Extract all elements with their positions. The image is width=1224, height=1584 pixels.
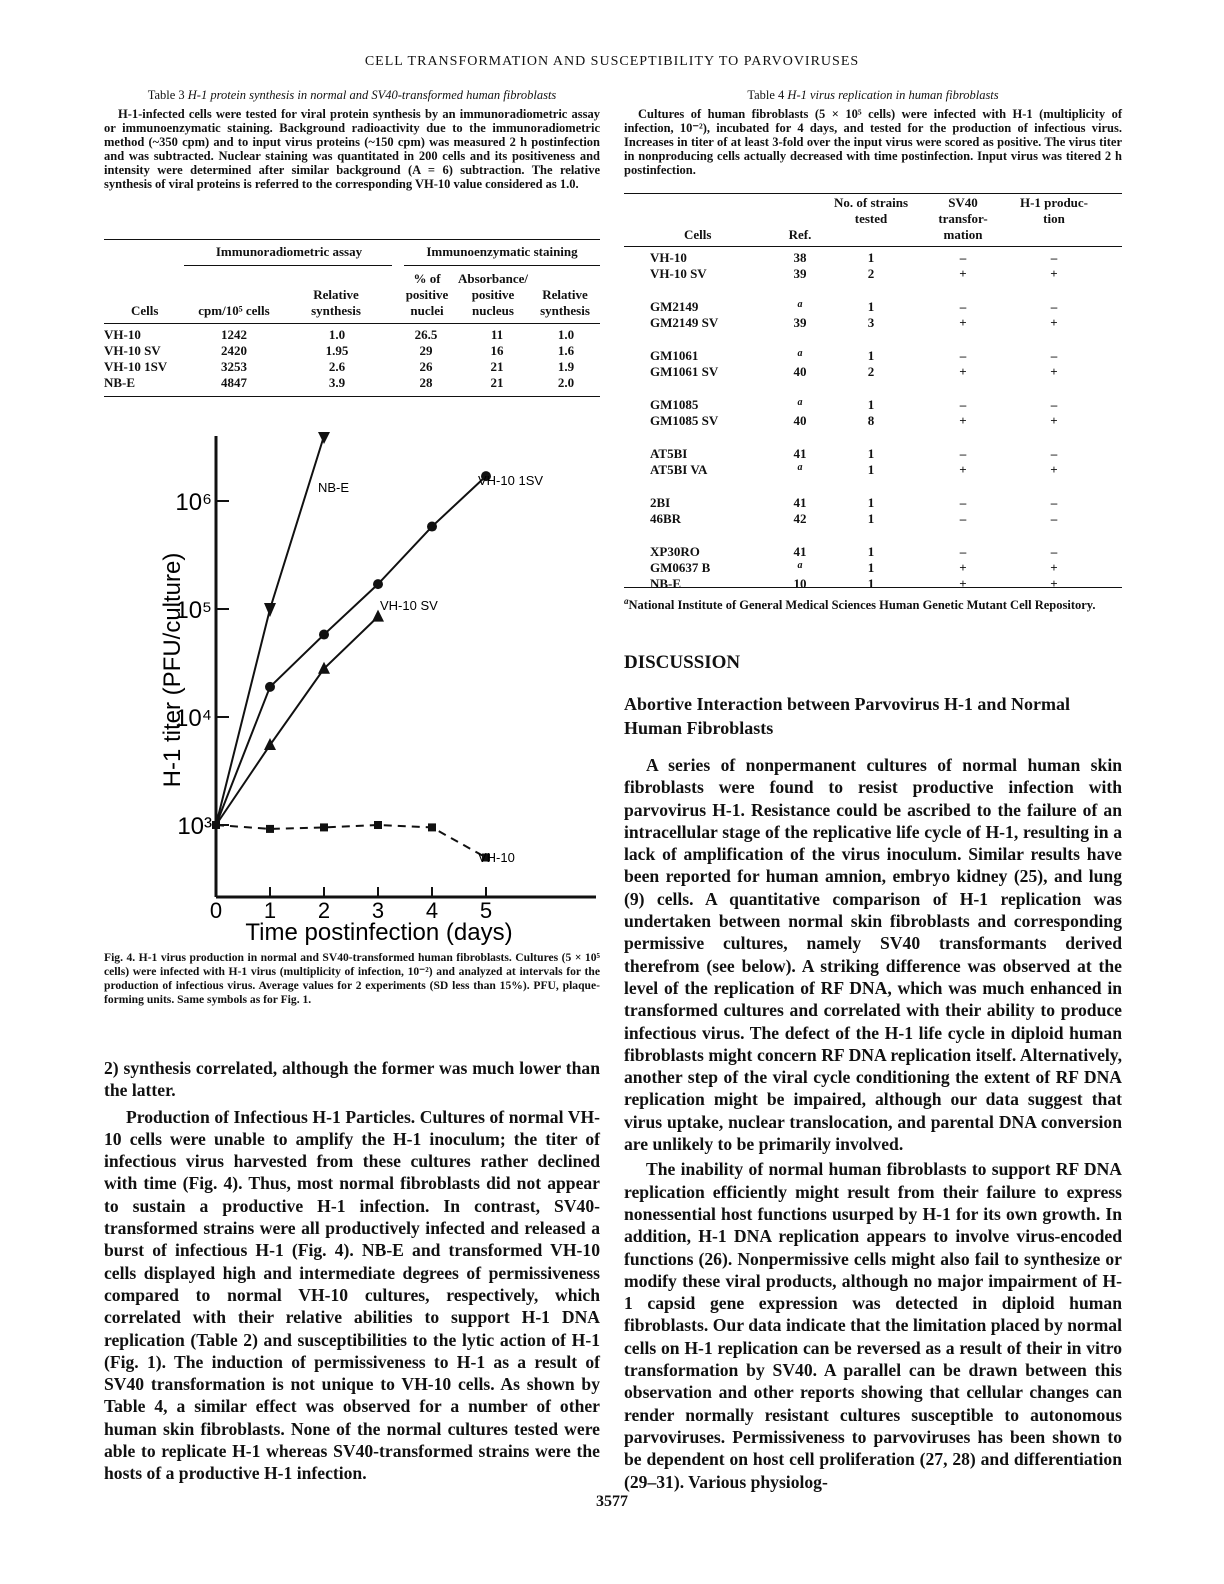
- table3-cell: VH-10 SV: [104, 343, 161, 358]
- series-label-vh10sv: VH-10 SV: [380, 598, 438, 613]
- data-point: [318, 432, 330, 444]
- x-tick-label: 1: [263, 898, 277, 923]
- table3-cell: VH-10: [104, 327, 141, 342]
- table3-cell: 1242: [221, 327, 247, 342]
- table4-cell-name: XP30RO: [650, 544, 700, 559]
- y-tick-label: 10⁴: [174, 705, 212, 732]
- table3-cell: 21: [490, 375, 504, 390]
- table4-cell: +: [959, 462, 967, 477]
- table4-cell: a: [797, 299, 803, 310]
- table4-cell: +: [1050, 364, 1058, 379]
- page-number: 3577: [596, 1493, 628, 1510]
- table4-cell: +: [1050, 560, 1058, 575]
- table4-title: [624, 88, 1122, 103]
- x-tick-label: 5: [479, 898, 493, 923]
- table4-cell: 1: [867, 299, 875, 314]
- table3-cell: 26.5: [414, 327, 438, 342]
- data-point: [319, 630, 329, 640]
- table4-caption: Cultures of human fibroblasts (5 × 10⁵ cells) were infected with H-1 (multiplicity of infection, 10⁻²), incubated for 4 days, and tested for the production of infectious virus. Increases in titer of at least 3-fold over the input virus were scored as positive. The virus titer in nonproducing cells actually decreased with time postinfection. Input virus was titered 2 h postinfection.: [624, 107, 1122, 177]
- table4-cell: 42: [793, 511, 807, 526]
- table4-cell: a: [797, 462, 803, 473]
- x-tick-label: 0: [209, 898, 223, 923]
- table4-cell: –: [1050, 495, 1058, 510]
- table4-cell: –: [959, 299, 967, 314]
- table4-cell: 1: [867, 462, 875, 477]
- table3-cell: 29: [419, 343, 433, 358]
- table4-cell: 1: [867, 560, 875, 575]
- table4-cell: +: [959, 413, 967, 428]
- data-point: [374, 821, 382, 829]
- table4-cell-name: VH-10: [650, 250, 687, 265]
- table4-cell: –: [1050, 446, 1058, 461]
- table3-group-header-radio: Immunoradiometric assay: [215, 244, 363, 259]
- table4-cell: –: [959, 511, 967, 526]
- table4-cell: 3: [867, 315, 875, 330]
- table4-cell: 41: [793, 446, 807, 461]
- paragraph-text: Cultures of normal VH-10 cells were unable to amplify the H-1 inoculum; the titer of infectious virus harvested from these cultures rather declined with time (Fig. 4). Thus, most normal fibroblasts did not appear to sustain a productive H-1 infection. In contrast, SV40-transformed strains were all productively infected and released a burst of infectious H-1 (Fig. 4). NB-E and transformed VH-10 cells displayed high and intermediate degrees of permissiveness compared to normal VH-10 cultures, respectively, which correlated with their relative abilities to support H-1 DNA replication (Table 2) and susceptibilities to the lytic action of H-1 (Fig. 1). The induction of permissiveness to H-1 as a result of SV40 transformation is not unique to VH-10 cells. As shown by Table 4, a similar effect was observed for a number of other human skin fibroblasts. None of the normal cultures tested were able to replicate H-1 whereas SV40-transformed strains were the hosts of a productive H-1 infection.: [104, 1106, 600, 1484]
- table4-cell: –: [959, 495, 967, 510]
- table4-cell: –: [959, 446, 967, 461]
- table3-col-pct: % of positive nuclei: [405, 271, 449, 318]
- data-point: [428, 823, 436, 831]
- table3-group-header-enzyme: Immunoenzymatic staining: [426, 244, 578, 259]
- table4-cell: 1: [867, 495, 875, 510]
- right-paragraphs: [624, 754, 1122, 1493]
- y-tick-label: 10⁶: [175, 489, 212, 516]
- table4-cell-name: 2BI: [650, 495, 671, 510]
- table4-cell-name: GM1061: [650, 348, 699, 363]
- table4-cell-name: 46BR: [650, 511, 682, 526]
- table4-cell-name: NB-E: [650, 576, 682, 591]
- table3-col-rel2: Relative synthesis: [540, 287, 590, 318]
- left-paragraph-1: 2) synthesis correlated, although the former was much lower than the latter.: [104, 1058, 600, 1101]
- table4-header-rule: [624, 246, 1122, 247]
- table3-block: [104, 88, 600, 191]
- section-heading: DISCUSSION: [624, 652, 741, 673]
- table4-cell: +: [1050, 462, 1058, 477]
- data-point: [373, 579, 383, 589]
- table3-cell: 3.9: [328, 375, 346, 390]
- table3-group-rule-2: [404, 265, 600, 266]
- table4-cell: 41: [793, 495, 807, 510]
- table4-cell-name: GM0637 B: [650, 560, 711, 575]
- table4-cell: –: [959, 544, 967, 559]
- left-paragraph-2: [104, 1106, 600, 1485]
- series-line: [216, 476, 486, 825]
- table4-cell: 1: [867, 576, 875, 591]
- table4-cell: –: [959, 250, 967, 265]
- table3-caption: H-1-infected cells were tested for viral protein synthesis by an immunoradiometric assay or immunoenzymatic staining. Background radioactivity due to the immunoradiometric method (~350 cpm) and to input virus proteins (~150 cpm) was measured 2 h postinfection and was subtracted. Nuclear staining was quantitated in 200 cells and its positiveness and intensity were determined after similar background (A = 6) subtraction. The relative synthesis of viral proteins is referred to the corresponding VH-10 value considered as 1.0.: [104, 107, 600, 191]
- table3-title-text: H-1 protein synthesis in normal and SV40-transformed human fibroblasts: [187, 88, 557, 102]
- x-tick-label: 3: [371, 898, 385, 923]
- table4-cell: +: [1050, 413, 1058, 428]
- x-tick-label: 4: [425, 898, 439, 923]
- x-tick-label: 2: [317, 898, 331, 923]
- table4-cell-name: AT5BI VA: [650, 462, 708, 477]
- figure4-caption: Fig. 4. H-1 virus production in normal and SV40-transformed human fibroblasts. Cultures (5 × 10⁵ cells) were infected with H-1 virus (multiplicity of infection, 10⁻²) and analyzed at intervals for the production of infectious virus. Average values for 2 experiments (SD less than 15%). PFU, plaque-forming units. Same symbols as for Fig. 1.: [104, 951, 600, 1006]
- table4-cell: 38: [793, 250, 807, 265]
- table4-cell-name: AT5BI: [650, 446, 688, 461]
- table3-cell: VH-10 1SV: [104, 359, 168, 374]
- table4-footnote: [624, 594, 1122, 613]
- table4-cell: +: [959, 364, 967, 379]
- table3-col-abs: Absorbance/ positive nucleus: [457, 271, 529, 318]
- table4-cell: +: [959, 576, 967, 591]
- series-layer: [212, 432, 491, 862]
- table4-cell: 39: [793, 266, 807, 281]
- table4-cell: –: [1050, 544, 1058, 559]
- table3-cell: 28: [419, 375, 433, 390]
- table4-cell: 1: [867, 544, 875, 559]
- footnote-text: National Institute of General Medical Sciences Human Genetic Mutant Cell Repository.: [628, 598, 1096, 613]
- series-label-vh10: VH-10: [478, 850, 515, 865]
- table-row: [104, 375, 600, 391]
- series-line: [216, 617, 378, 825]
- table4-cell-name: GM1061 SV: [650, 364, 719, 379]
- y-tick-label: 10³: [177, 813, 212, 840]
- table3-cell: 21: [490, 359, 504, 374]
- table4-cell: –: [1050, 299, 1058, 314]
- table4-cell: +: [959, 266, 967, 281]
- table4-cell: –: [959, 397, 967, 412]
- table3-col-cpm: cpm/10⁵ cells: [198, 303, 270, 318]
- table3-col-cells: Cells: [131, 303, 159, 318]
- table4-cell: 2: [867, 364, 875, 379]
- table4-cell: a: [797, 348, 803, 359]
- data-point: [320, 823, 328, 831]
- table3-col-rel1: Relative synthesis: [311, 287, 361, 318]
- data-point: [266, 825, 274, 833]
- table4-cell-name: GM1085: [650, 397, 699, 412]
- table4-cell: –: [1050, 511, 1058, 526]
- table4-cell: 1: [867, 446, 875, 461]
- data-point: [427, 522, 437, 532]
- table4-block: [624, 88, 1122, 177]
- series-line: [216, 436, 324, 825]
- table3-cell: 1.95: [325, 343, 349, 358]
- table4-cell-name: GM2149 SV: [650, 315, 719, 330]
- table3-cell: 26: [419, 359, 433, 374]
- table4-cell-name: VH-10 SV: [650, 266, 707, 281]
- table3-cell: 1.9: [557, 359, 575, 374]
- table4-cell: 1: [867, 397, 875, 412]
- x-ticks: [210, 887, 492, 923]
- table3-cell: NB-E: [104, 375, 136, 390]
- table4-cell: 1: [867, 348, 875, 363]
- table4-col-ref: Ref.: [788, 227, 812, 242]
- table3-cell: 2.0: [557, 375, 575, 390]
- table3-body: [104, 327, 600, 391]
- table4: [624, 195, 1122, 590]
- x-axis-label: Time postinfection (days): [245, 919, 513, 946]
- table3-cell: 2420: [221, 343, 247, 358]
- table4-cell: 8: [867, 413, 875, 428]
- data-point: [265, 682, 275, 692]
- table3-cell: 2.6: [328, 359, 346, 374]
- series-label-vh10-1sv: VH-10 1SV: [478, 473, 544, 488]
- table4-cell: +: [959, 315, 967, 330]
- table3: [104, 241, 600, 401]
- table4-cell: –: [1050, 397, 1058, 412]
- series-line: [216, 825, 486, 858]
- table4-cell: +: [959, 560, 967, 575]
- y-axis-label: H-1 titer (PFU/culture): [159, 552, 186, 788]
- table-row: [104, 327, 600, 343]
- table4-cell: 1: [867, 511, 875, 526]
- table4-cell: 10: [793, 576, 807, 591]
- table4-cell: +: [1050, 576, 1058, 591]
- table4-col-cells: Cells: [684, 227, 712, 242]
- paragraph-heading: Production of Infectious H-1 Particles.: [126, 1106, 416, 1127]
- table3-label: Table 3: [147, 88, 185, 102]
- table3-cell: 4847: [221, 375, 247, 390]
- y-tick-label: 10⁵: [175, 597, 212, 624]
- table4-cell: 40: [793, 364, 807, 379]
- series-label-nbe: NB-E: [318, 480, 350, 495]
- table3-cell: 1.0: [328, 327, 346, 342]
- table3-group-rule-1: [184, 265, 392, 266]
- table3-bottom-rule: [104, 396, 600, 397]
- table4-cell: –: [1050, 250, 1058, 265]
- table4-cell: +: [1050, 266, 1058, 281]
- table4-cell: –: [1050, 348, 1058, 363]
- table4-label: Table 4: [747, 88, 785, 102]
- table4-cell: 41: [793, 544, 807, 559]
- table4-cell: +: [1050, 315, 1058, 330]
- table4-cell: 39: [793, 315, 807, 330]
- figure4-chart: [104, 420, 600, 950]
- table4-cell: 1: [867, 250, 875, 265]
- table-row: [104, 343, 600, 359]
- data-point: [264, 603, 276, 617]
- table-row: [104, 359, 600, 375]
- table4-cell-name: GM1085 SV: [650, 413, 719, 428]
- table4-cell: –: [959, 348, 967, 363]
- table4-col-h1: H-1 produc- tion: [1019, 195, 1088, 226]
- table4-cell: 2: [867, 266, 875, 281]
- running-head: CELL TRANSFORMATION AND SUSCEPTIBILITY TO PARVOVIRUSES: [364, 54, 860, 69]
- table4-col-sv40: SV40 transfor- mation: [938, 195, 988, 242]
- footnote-mark: a: [624, 596, 629, 606]
- table3-cell: 1.6: [557, 343, 575, 358]
- subsection-heading: Abortive Interaction between Parvovirus H-1 and Normal Human Fibroblasts: [624, 694, 1070, 738]
- table3-cell: 3253: [221, 359, 247, 374]
- right-paragraph-2: The inability of normal human fibroblasts to support RF DNA replication efficiently might result from their failure to express nonessential host functions usurped by H-1 for its own growth. In addition, H-1 DNA replication appears to involve virus-encoded functions (26). Nonpermissive cells might also fail to synthesize or modify these viral products, although no major impairment of H-1 capsid gene expression was detected in diploid human fibroblasts. Our data indicate that the limitation placed by normal cells on H-1 replication can be reversed as a result of their in vitro transformation by SV40. A parallel can be drawn between this observation and other reports showing that cellular changes can render normally resistant cultures susceptible to autonomous parvoviruses. Permissiveness to parvoviruses has been shown to be dependent on host cell proliferation (27, 28) and differentiation (29–31). Various physiolog-: [624, 1159, 1122, 1492]
- left-column-text: [104, 1057, 600, 1485]
- data-point: [212, 821, 220, 829]
- table3-title: [104, 88, 600, 103]
- table4-col-strains: No. of strains tested: [833, 195, 909, 226]
- table4-cell: a: [797, 397, 803, 408]
- table4-cell-name: GM2149: [650, 299, 699, 314]
- table3-cell: 11: [490, 327, 504, 342]
- table4-bottom-rule: [624, 587, 1122, 588]
- table4-title-text: H-1 virus replication in human fibroblasts: [787, 88, 999, 102]
- right-column-text: [624, 652, 1122, 1493]
- table4-cell: a: [797, 560, 803, 571]
- table3-cell: 1.0: [557, 327, 575, 342]
- table3-cell: 16: [490, 343, 504, 358]
- table3-top-rule: [104, 239, 600, 240]
- table3-header-rule: [104, 323, 600, 324]
- table4-cell: 40: [793, 413, 807, 428]
- table4-top-rule: [624, 193, 1122, 194]
- right-paragraph-1: A series of nonpermanent cultures of normal human skin fibroblasts were found to resist productive infection with parvovirus H-1. Resistance could be ascribed to the failure of an intracellular stage of the replicative life cycle of H-1, resulting in a lack of amplification of the virus inoculum. Similar results have been reported for human amnion, embryo kidney (25), and lung (9) cells. A quantitative comparison of H-1 replication was undertaken between normal skin fibroblasts and corresponding permissive cultures, namely SV40 transformants derived therefrom (see below). A striking difference was observed at the level of the replication of RF DNA, which was much enhanced in transformed cultures and correlated with their ability to produce infectious virus. The defect of the H-1 life cycle in diploid human fibroblasts might concern RF DNA replication itself. Alternatively, another step of the viral cycle conditioning the extent of RF DNA replication might be impaired, although our data suggest that virus uptake, nuclear translocation, and parental DNA conversion are unlikely to be primarily involved.: [624, 755, 1122, 1155]
